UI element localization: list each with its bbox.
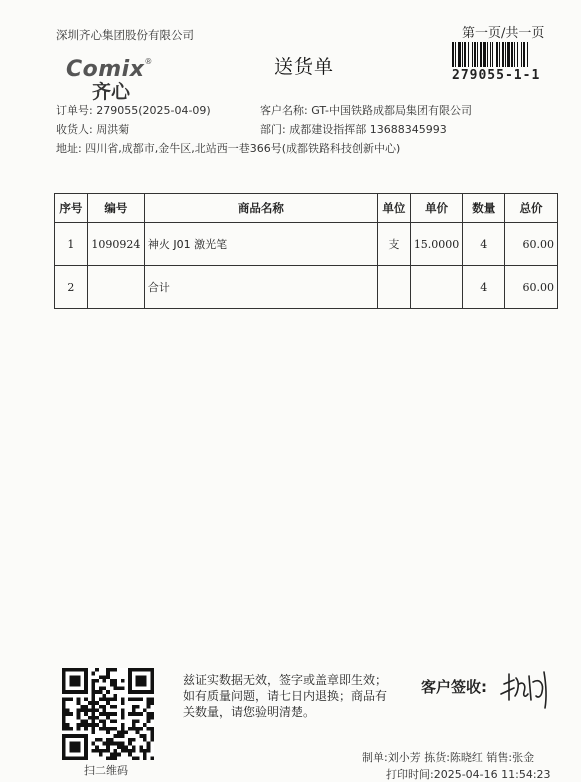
cell-qty: 4 — [463, 266, 505, 309]
cell-qty: 4 — [463, 223, 505, 266]
cell-seq: 2 — [55, 266, 88, 309]
cell-total: 60.00 — [505, 266, 558, 309]
customer-sign-label: 客户签收: — [421, 678, 487, 696]
col-header-unit: 单位 — [377, 194, 410, 223]
qr-label: 扫二维码 — [84, 764, 128, 777]
receiver-field: 收货人: 周洪菊 — [56, 123, 130, 136]
order-number-field: 订单号: 279055(2025-04-09) — [56, 104, 211, 117]
goods-table — [54, 193, 558, 309]
cell-product: 神火 J01 激光笔 — [144, 223, 377, 266]
col-header-seq: 序号 — [55, 194, 88, 223]
table-row — [55, 223, 558, 266]
logo-cn: 齐心 — [92, 81, 131, 103]
logo-text: Comix — [66, 57, 145, 82]
company-logo: Comix® 齐心 — [66, 57, 153, 103]
col-header-product: 商品名称 — [144, 194, 377, 223]
col-header-code: 编号 — [87, 194, 144, 223]
table-row — [55, 266, 558, 309]
company-name: 深圳齐心集团股份有限公司 — [56, 28, 194, 42]
cell-seq: 1 — [55, 223, 88, 266]
barcode-image — [452, 42, 556, 67]
department-field: 部门: 成都建设指挥部 13688345993 — [260, 123, 447, 136]
cell-code — [87, 266, 144, 309]
table-header-row — [55, 194, 558, 223]
col-header-price: 单价 — [410, 194, 463, 223]
print-time: 打印时间:2025-04-16 11:54:23 — [386, 768, 551, 781]
barcode-number: 279055-1-1 — [452, 68, 541, 83]
page-indicator: 第一页/共一页 — [462, 26, 545, 41]
cell-unit: 支 — [377, 223, 410, 266]
cell-product: 合计 — [144, 266, 377, 309]
customer-name-field: 客户名称: GT-中国铁路成都局集团有限公司 — [260, 104, 473, 117]
notice-text: 兹证实数据无效，签字或盖章即生效；如有质量问题，请七日内退换；商品有关数量，请您验明清楚。 — [183, 673, 388, 719]
document-title: 送货单 — [274, 56, 335, 78]
cell-price — [410, 266, 463, 309]
cell-code: 1090924 — [87, 223, 144, 266]
staff-info: 制单:刘小芳 拣货:陈晓红 销售:张金 — [362, 751, 535, 764]
handwritten-signature — [498, 662, 556, 710]
col-header-total: 总价 — [505, 194, 558, 223]
col-header-qty: 数量 — [463, 194, 505, 223]
cell-unit — [377, 266, 410, 309]
cell-total: 60.00 — [505, 223, 558, 266]
address-field: 地址: 四川省,成都市,金牛区,北站西一巷366号(成都铁路科技创新中心) — [56, 142, 401, 155]
qr-code-image — [62, 668, 154, 760]
cell-price: 15.0000 — [410, 223, 463, 266]
